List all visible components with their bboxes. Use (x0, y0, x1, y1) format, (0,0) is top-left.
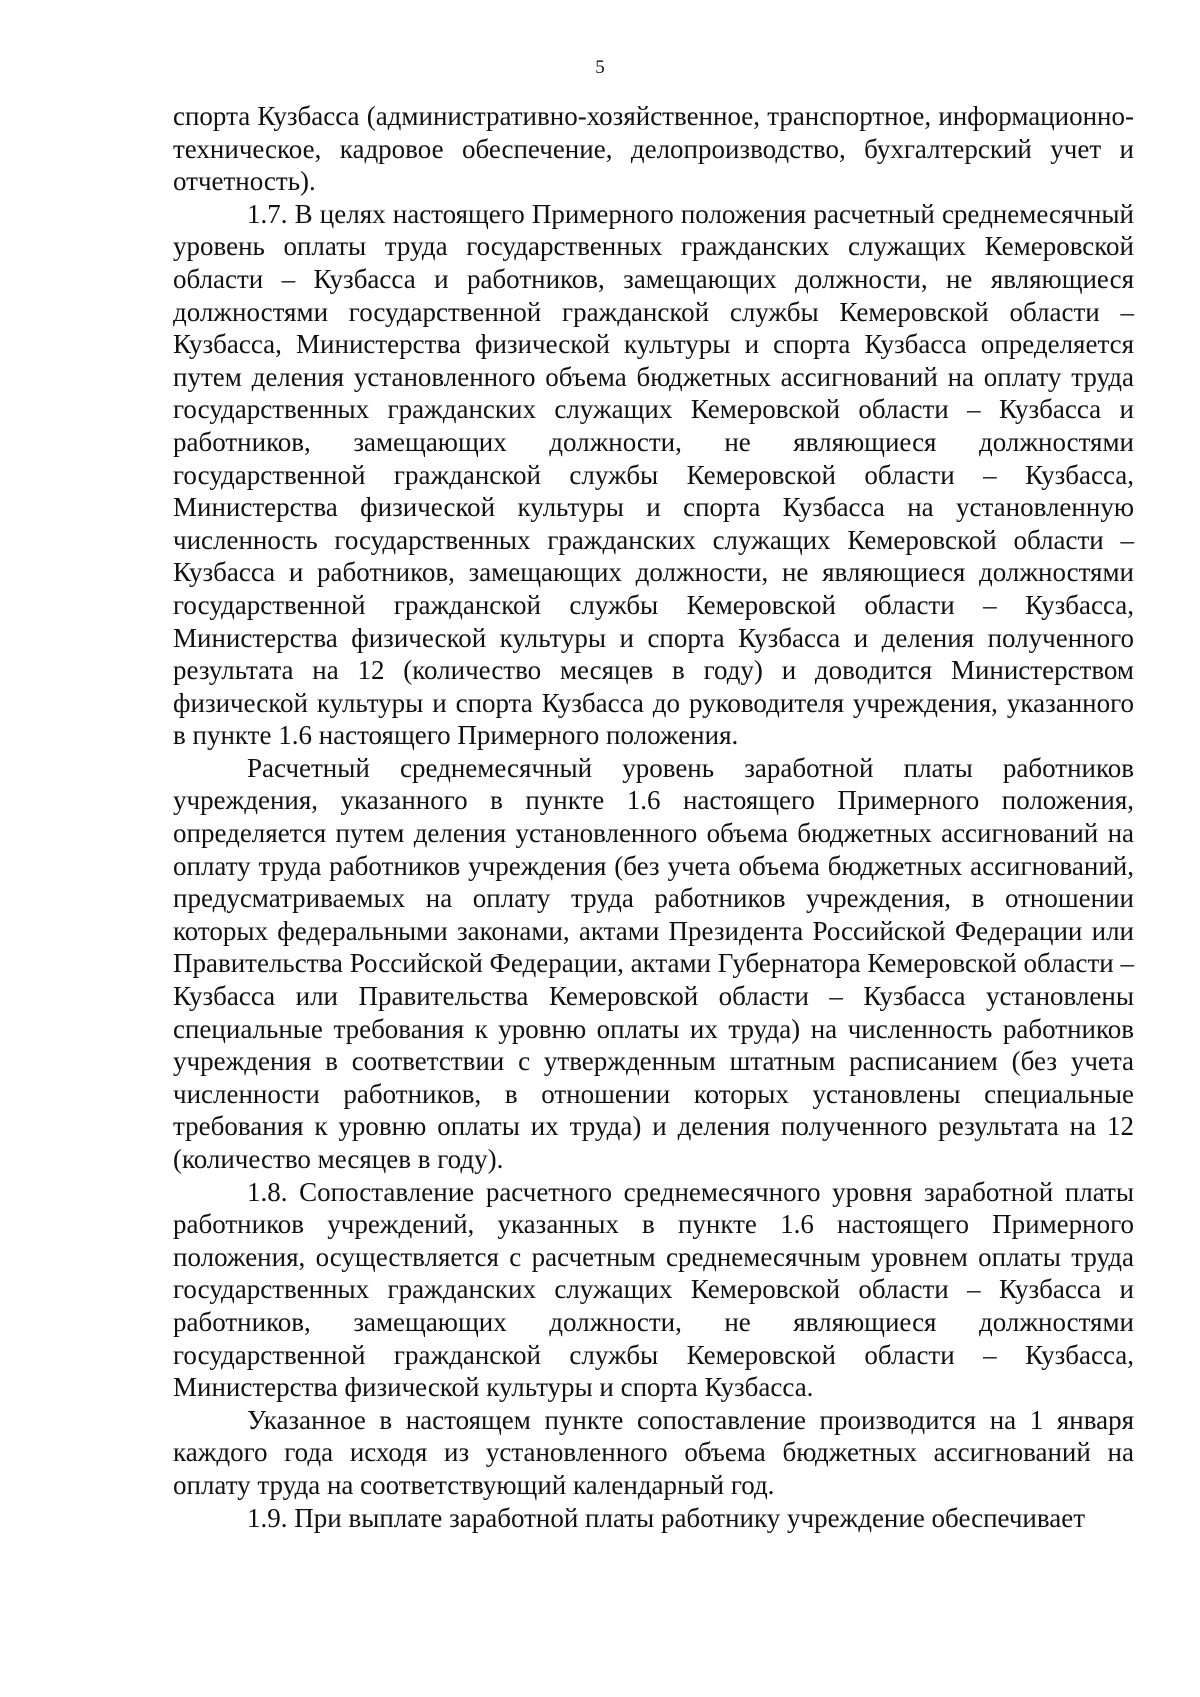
paragraph-1-8: 1.8. Сопоставление расчетного среднемесячного уровня заработной платы работников учреждений, указанных в пункте 1.6 настоящего Примерного положения, осуществляется с расчетным среднемесячным уровнем оплаты труда государственных гражданских служащих Кемеровской области – Кузбасса и работников, замещающих должности, не являющиеся должностями государственной гражданской службы Кемеровской области – Кузбасса, Министерства физической культуры и спорта Кузбасса. (173, 1176, 1134, 1403)
document-body (173, 100, 1134, 1534)
paragraph-1-9: 1.9. При выплате заработной платы работнику учреждение обеспечивает (247, 1502, 1086, 1533)
paragraph-comparison-date: Указанное в настоящем пункте сопоставление производится на 1 января каждого года исходя из установленного объема бюджетных ассигнований на оплату труда на соответствующий календарный год. (173, 1404, 1134, 1500)
paragraph-1-7: 1.7. В целях настоящего Примерного положения расчетный среднемесячный уровень оплаты труда государственных гражданских служащих Кемеровской области – Кузбасса и работников, замещающих должности, не являющиеся должностями государственной гражданской службы Кемеровской области – Кузбасса, Министерства физической культуры и спорта Кузбасса определяется путем деления установленного объема бюджетных ассигнований на оплату труда государственных гражданских служащих Кемеровской области – Кузбасса и работников, замещающих должности, не являющиеся должностями государственной гражданской службы Кемеровской области – Кузбасса, Министерства физической культуры и спорта Кузбасса на установленную численность государственных гражданских служащих Кемеровской области – Кузбасса и работников, замещающих должности, не являющиеся должностями государственной гражданской службы Кемеровской области – Кузбасса, Министерства физической культуры и спорта Кузбасса и деления полученного результата на 12 (количество месяцев в году) и доводится Министерством физической культуры и спорта Кузбасса до руководителя учреждения, указанного в пункте 1.6 настоящего Примерного положения. (173, 198, 1134, 751)
paragraph-salary-level: Расчетный среднемесячный уровень заработной платы работников учреждения, указанного в пункте 1.6 настоящего Примерного положения, определяется путем деления установленного объема бюджетных ассигнований на оплату труда работников учреждения (без учета объема бюджетных ассигнований, предусматриваемых на оплату труда работников учреждения, в отношении которых федеральными законами, актами Президента Российской Федерации или Правительства Российской Федерации, актами Губернатора Кемеровской области – Кузбасса или Правительства Кемеровской области – Кузбасса установлены специальные требования к уровню оплаты их труда) на численность работников учреждения в соответствии с утвержденным штатным расписанием (без учета численности работников, в отношении которых установлены специальные требования к уровню оплаты их труда) и деления полученного результата на 12 (количество месяцев в году). (173, 752, 1134, 1174)
page-number: 5 (595, 57, 605, 78)
paragraph-continuation: спорта Кузбасса (административно-хозяйственное, транспортное, информационно-техническое, кадровое обеспечение, делопроизводство, бухгалтерский учет и отчетность). (173, 101, 1134, 197)
